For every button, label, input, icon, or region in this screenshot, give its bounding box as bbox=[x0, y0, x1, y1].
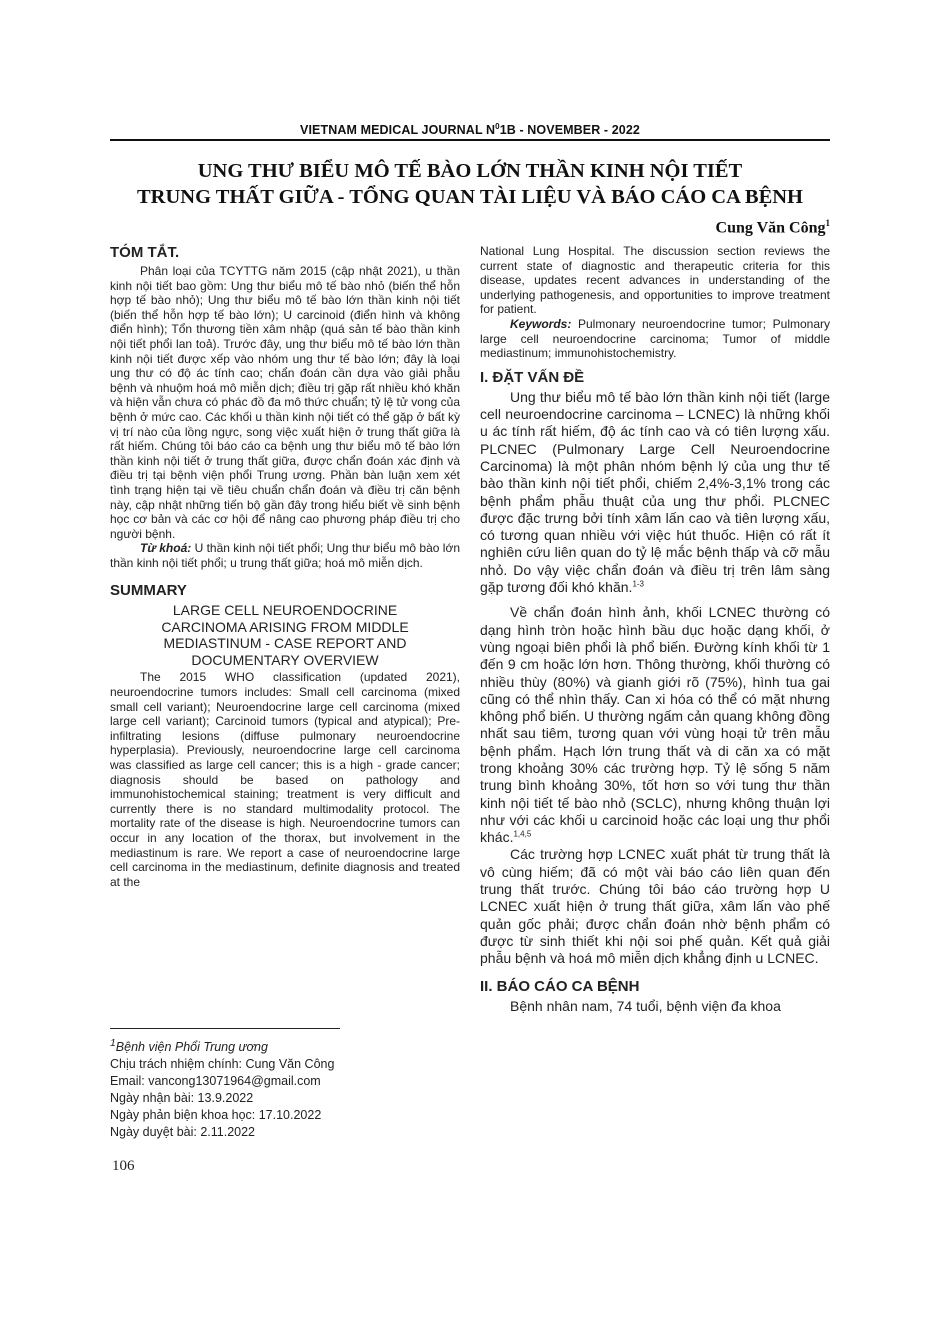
abstract-vi-keywords: Từ khoá: U thần kinh nội tiết phổi; Ung thư biểu mô bào lớn thần kinh nội tiết phổi; u trung thất giữa; hoá mô miễn dịch. bbox=[110, 541, 461, 570]
section-1-heading: I. ĐẶT VẤN ĐỀ bbox=[480, 368, 585, 386]
footnote-affiliation: $^1$Bệnh viện Phổi Trung ương bbox=[110, 1038, 268, 1055]
page-number: 106 bbox=[112, 1158, 135, 1174]
summary-title: LARGE CELL NEUROENDOCRINE CARCINOMA ARISING FROM MIDDLE MEDIASTINUM - CASE REPORT AND DOCUMENTARY OVERVIEW bbox=[161, 602, 409, 668]
article-title bbox=[110, 158, 830, 210]
abstract-vi-body: Phân loại của TCYTTG năm 2015 (cập nhật 2021), u thần kinh nội tiết bao gồm: Ung thư biểu mô tế bào nhỏ (biến thể hỗn hợp tế bào nhỏ); Ung thư biểu mô tế bào lớn thần kinh nội tiết (biến thể hỗn hợp tế bào lớn); U carcinoid (điển hình và không điển hình); Tổn thương tiền xâm nhập (quá sản tế bào thần kinh nội tiết phổi lan toả). Trước đây, ung thư biểu mô tế bào lớn thần kinh nội tiết được xếp vào nhóm ung thư tế bào lớn; đây là loại ung thư có độ ác tính cao; chẩn đoán cần dựa vào giải phẫu bệnh và nhuộm hoá mô miễn dịch; điều trị gặp rất nhiều khó khăn và hiện vẫn chưa có phác đồ đa mô thức chuẩn; tỷ lệ tử vong của bệnh ở mức cao. Các khối u thần kinh nội tiết có thể gặp ở bất kỳ vị trí nào của lồng ngực, song việc xuất hiện ở trung thất giữa là rất hiếm. Chúng tôi báo cáo ca bệnh ung thư biểu mô tế bào lớn thần kinh nội tiết ở trung thất giữa, được chẩn đoán xác định và điều trị tại bệnh viện phổi Trung ương. Phần bàn luận xem xét tình trạng hiện tại về tiêu chuẩn chẩn đoán và điều trị căn bệnh này, cập nhật những tiến bộ gần đây trong hiểu biết về sinh bệnh học cơ bản và các cơ hội để nâng cao phương pháp điều trị cho người bệnh. bbox=[110, 264, 460, 541]
footnote-corresponding: Chịu trách nhiệm chính: Cung Văn Công bbox=[110, 1057, 335, 1072]
section-1-paragraph-2: Về chẩn đoán hình ảnh, khối LCNEC thường có dạng hình tròn hoặc hình bầu dục hoặc dạng khối, ở vùng ngoại biên phổi là phổ biến. Đường kính khối từ 1 đến 9 cm hoặc lớn hơn. Thông thường, khối thường có nhiều thùy (80%) và gianh giới rõ (75%), hình tua gai cũng có thể nhìn thấy. Can xi hóa có thể có mặt nhưng không phổ biến. U thường ngấm cản quang không đồng nhất sau tiêm, tương quan với vùng hoại tử trên mẫu bệnh phẩm. Hạch lớn trung thất và di căn xa có mặt trong khoảng 30% các trường hợp. Tỷ lệ sống 5 năm trung bình khoảng 30%, tốt hơn so với tung thư thần kinh nội tiết tế bào nhỏ (SCLC), nhưng không thuận lợi như với các khối u carcinoid hoặc các loại ung thư phổi khác.$^{1,4,5}$ bbox=[480, 604, 830, 846]
header-rule bbox=[110, 139, 830, 141]
summary-body: The 2015 WHO classification (updated 2021), neuroendocrine tumors includes: Small cell carcinoma (mixed small cell variant); Neuroendocrine large cell carcinoma (mixed large cell variant); Carcinoid tumors (typical and atypical); Pre-infiltrating lesions (diffuse pulmonary neuroendocrine hyperplasia). Previously, neuroendocrine large cell carcinoma was classified as large cell cancer; this is a high - grade cancer; diagnosis should be based on pathology and immunohistochemical staining; treatment is very difficult and currently there is no standard multimodality protocol. The mortality rate of the disease is high. Neuroendocrine tumors can occur in any location of the thorax, but involvement in the mediastinum is rare. We report a case of neuroendocrine large cell carcinoma in the mediastinum, definite diagnosis and treated at the bbox=[110, 670, 460, 889]
right-column bbox=[480, 244, 830, 1015]
section-2-paragraph-1: Bệnh nhân nam, 74 tuổi, bệnh viện đa khoa bbox=[510, 997, 781, 1014]
title-line-2: TRUNG THẤT GIỮA - TỔNG QUAN TÀI LIỆU VÀ BÁO CÁO CA BỆNH bbox=[137, 186, 803, 208]
summary-keywords: Keywords: Pulmonary neuroendocrine tumor; Pulmonary large cell neuroendocrine carcinoma; Tumor of middle mediastinum; immunohistochemistry. bbox=[480, 316, 830, 361]
footnote-received: Ngày nhận bài: 13.9.2022 bbox=[110, 1091, 254, 1106]
footnote-rule bbox=[110, 1028, 340, 1029]
section-2-heading: II. BÁO CÁO CA BỆNH bbox=[480, 977, 640, 995]
author: Cung Văn Công$^1$ bbox=[715, 218, 830, 237]
section-1-paragraph-1: Ung thư biểu mô tế bào lớn thần kinh nội tiết (large cell neuroendocrine carcinoma – LCNEC) là những khối u ác tính rất hiếm, độ ác tính cao và có tiên lượng xấu. PLCNEC (Pulmonary Large Cell Neuroendocrine Carcinoma) là một phân nhóm bệnh lý của ung thư tế bào thần kinh nội tiết phổi, chiếm 2,4%-3,1% trong các bệnh phẩm phẫu thuật của ung thư phổi. PLCNEC được đặc trưng bởi tính xâm lấn cao và tiên lượng xấu, có tương quan nhiều với việc hút thuốc. Hiện có rất ít nghiên cứu liên quan do tỷ lệ mắc bệnh thấp và cỡ mẫu nhỏ. Do vậy việc chẩn đoán và điều trị trên lâm sàng gặp tương đối khó khăn.$^{1-3}$ bbox=[480, 388, 830, 596]
footnote-accepted: Ngày duyệt bài: 2.11.2022 bbox=[110, 1125, 256, 1140]
summary-heading: SUMMARY bbox=[110, 582, 187, 600]
abstract-vi-heading: TÓM TẮT. bbox=[110, 244, 180, 261]
summary-body-continued: National Lung Hospital. The discussion section reviews the current state of diagnostic and therapeutic criteria for this disease, updates recent advances in understanding of the underlying pathogenesis, and opportunities to improve treatment for patient. bbox=[480, 244, 830, 317]
footnote-email: Email: vancong13071964@gmail.com bbox=[110, 1074, 321, 1089]
left-column bbox=[110, 244, 460, 889]
footnote-reviewed: Ngày phản biện khoa học: 17.10.2022 bbox=[110, 1108, 322, 1123]
section-1-paragraph-3: Các trường hợp LCNEC xuất phát từ trung thất là vô cùng hiếm; đã có một vài báo cáo liên quan đến trung thất trước. Chúng tôi báo cáo trường hợp U LCNEC xuất hiện ở trung thất giữa, xâm lấn vào phế quản gốc phải; được chẩn đoán nhờ bệnh phẩm có được từ sinh thiết khi nội soi phế quản. Kết quả giải phẫu bệnh và hoá mô miễn dịch khẳng định u LCNEC. bbox=[480, 846, 830, 967]
running-head: VIETNAM MEDICAL JOURNAL $N^01B$ - NOVEMBER - 2022 bbox=[300, 122, 640, 138]
footnotes bbox=[110, 1035, 460, 1141]
title-line-1: UNG THƯ BIỂU MÔ TẾ BÀO LỚN THẦN KINH NỘI TIẾT bbox=[197, 160, 743, 182]
